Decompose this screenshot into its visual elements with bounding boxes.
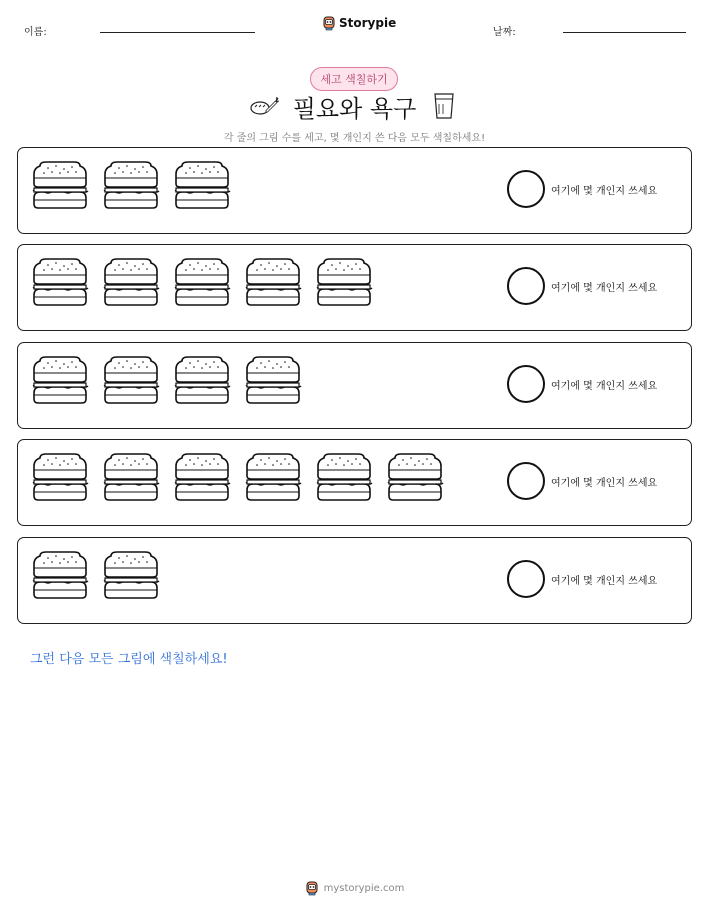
counting-row-2 <box>17 244 692 331</box>
worksheet-header <box>0 18 709 48</box>
activity-badge: 세고 색칠하기 <box>310 67 398 91</box>
answer-hint: 여기에 몇 개인지 쓰세요 <box>551 283 658 294</box>
date-line[interactable] <box>563 32 686 33</box>
answer-circle[interactable] <box>507 365 545 403</box>
answer-hint: 여기에 몇 개인지 쓰세요 <box>551 576 658 587</box>
sandwich-icon[interactable] <box>172 452 232 510</box>
sandwich-icon[interactable] <box>30 160 90 218</box>
answer-hint: 여기에 몇 개인지 쓰세요 <box>551 381 658 392</box>
site-footer <box>0 880 709 896</box>
brand-logo <box>322 13 396 33</box>
sandwich-icon[interactable] <box>101 452 161 510</box>
answer-hint: 여기에 몇 개인지 쓰세요 <box>551 478 658 489</box>
sandwich-icon[interactable] <box>243 452 303 510</box>
sandwich-icon[interactable] <box>243 355 303 413</box>
date-label: 날짜: <box>493 27 516 38</box>
sandwich-icon[interactable] <box>172 160 232 218</box>
sandwich-icon[interactable] <box>314 452 374 510</box>
counting-row-4 <box>17 439 692 526</box>
sandwich-icon[interactable] <box>30 257 90 315</box>
brand-name: Storypie <box>339 16 397 30</box>
answer-circle[interactable] <box>507 170 545 208</box>
sandwich-icon[interactable] <box>314 257 374 315</box>
sandwich-icon[interactable] <box>30 550 90 608</box>
sandwich-icon[interactable] <box>30 452 90 510</box>
sandwich-icon[interactable] <box>172 257 232 315</box>
counting-row-5 <box>17 537 692 624</box>
name-label: 이름: <box>24 27 47 38</box>
page-title: 필요와 욕구 <box>292 95 417 123</box>
storypie-mascot-icon <box>305 880 319 896</box>
sandwich-icon[interactable] <box>101 550 161 608</box>
sandwich-icon[interactable] <box>101 355 161 413</box>
counting-row-3 <box>17 342 692 429</box>
sandwich-icon[interactable] <box>30 355 90 413</box>
name-line[interactable] <box>100 32 255 33</box>
answer-circle[interactable] <box>507 462 545 500</box>
sandwich-icon[interactable] <box>385 452 445 510</box>
answer-circle[interactable] <box>507 267 545 305</box>
sandwich-icon[interactable] <box>172 355 232 413</box>
site-url: mystorypie.com <box>323 882 405 894</box>
coloring-instruction: 그런 다음 모든 그림에 색칠하세요! <box>30 652 228 667</box>
sandwich-icon[interactable] <box>101 160 161 218</box>
sandwich-icon[interactable] <box>101 257 161 315</box>
answer-circle[interactable] <box>507 560 545 598</box>
storypie-mascot-icon <box>322 15 336 31</box>
glass-of-water-icon <box>433 92 455 120</box>
instruction-text: 각 줄의 그림 수를 세고, 몇 개인지 쓴 다음 모두 색칠하세요! <box>223 133 486 144</box>
counting-row-1 <box>17 147 692 234</box>
sandwich-icon[interactable] <box>243 257 303 315</box>
answer-hint: 여기에 몇 개인지 쓰세요 <box>551 186 658 197</box>
